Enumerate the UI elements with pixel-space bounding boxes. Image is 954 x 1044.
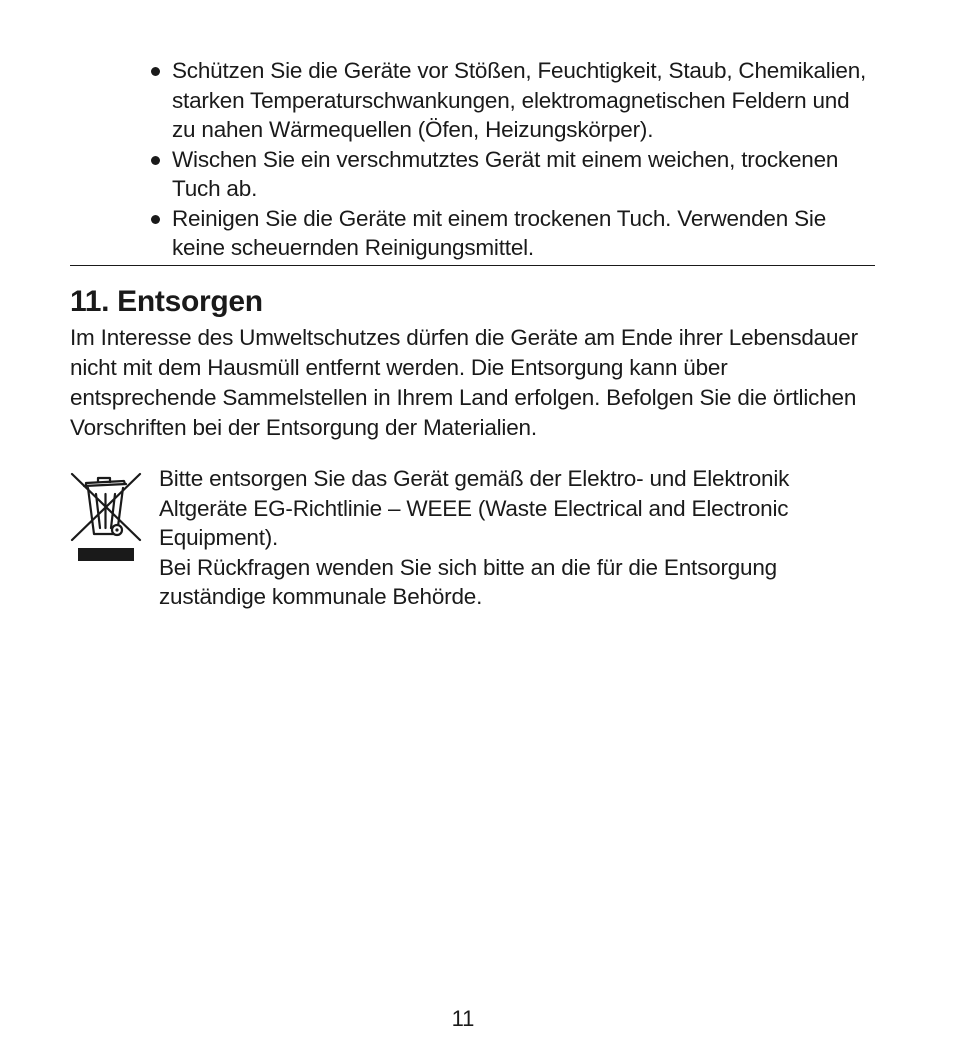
bullet-text: Schützen Sie die Geräte vor Stößen, Feuchtigkeit, Staub, Chemikalien, starken Temperaturschwankungen, elektromagnetischen Feldern und zu nahen Wärmequellen (Öfen, Heizungskörper). bbox=[172, 58, 867, 142]
page-number: 11 bbox=[451, 1006, 475, 1031]
bullet-icon bbox=[151, 215, 160, 224]
bullet-icon bbox=[151, 67, 160, 76]
bullet-icon bbox=[151, 156, 160, 165]
section-divider bbox=[70, 265, 875, 266]
list-item bbox=[148, 56, 878, 145]
list-item bbox=[148, 204, 878, 263]
bullet-text: Wischen Sie ein verschmutztes Gerät mit einem weichen, trockenen Tuch ab. bbox=[172, 146, 839, 201]
crossed-out-wheelie-bin-icon bbox=[70, 468, 142, 564]
weee-contact-paragraph: Bei Rückfragen wenden Sie sich bitte an die für die Entsorgung zuständige kommunale Behörde. bbox=[159, 554, 777, 609]
section-intro: Im Interesse des Umweltschutzes dürfen die Geräte am Ende ihrer Lebensdauer nicht mit dem Hausmüll entfernt werden. Die Entsorgung kann über entsprechende Sammelstellen in Ihrem Land erfolgen. Befolgen Sie die örtlichen Vorschriften bei der Entsorgung der Materialien. bbox=[70, 325, 858, 440]
weee-notice bbox=[159, 464, 879, 612]
section-title: 11. Entsorgen bbox=[70, 285, 263, 318]
weee-paragraph: Bitte entsorgen Sie das Gerät gemäß der Elektro- und Elektronik Altgeräte EG-Richtlinie – WEEE (Waste Electrical and Electronic Equipment). bbox=[159, 466, 790, 550]
list-item bbox=[148, 145, 878, 204]
care-instructions-list bbox=[148, 56, 878, 263]
bullet-text: Reinigen Sie die Geräte mit einem trockenen Tuch. Verwenden Sie keine scheuernden Reinigungsmittel. bbox=[172, 205, 827, 260]
